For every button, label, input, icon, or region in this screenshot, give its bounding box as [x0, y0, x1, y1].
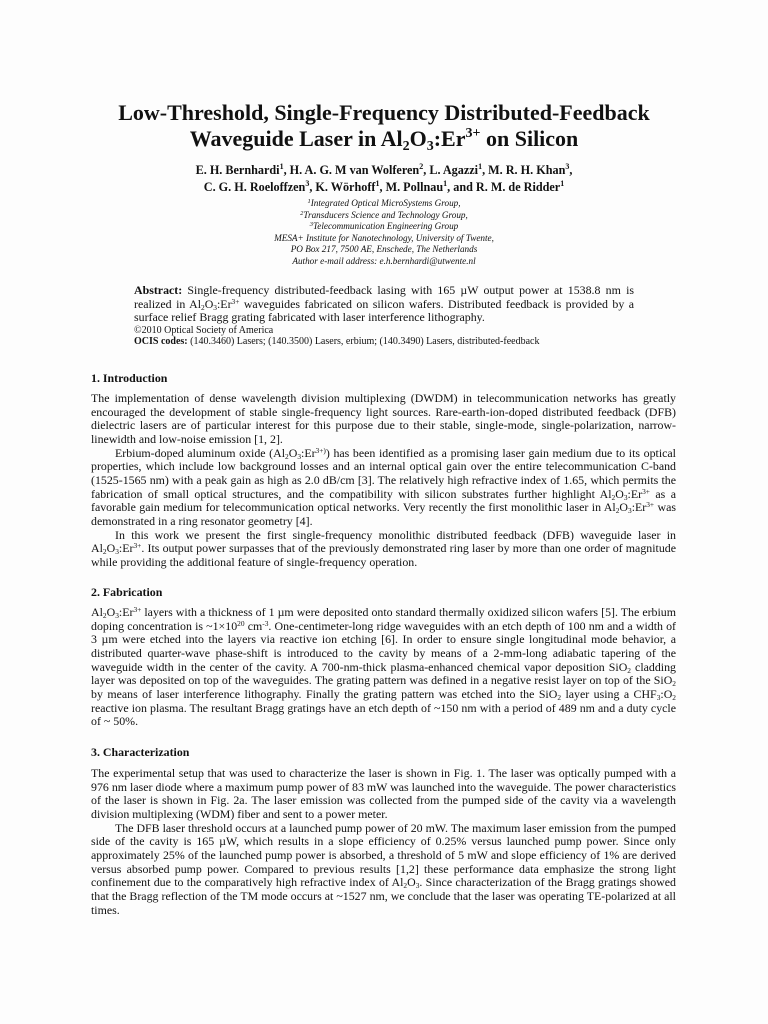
paragraph: The implementation of dense wavelength division multiplexing (DWDM) in telecommunication networks has greatly encouraged the development of stable single-frequency light sources. Rare-earth-ion-doped distributed feedback (DFB) dielectric lasers are of particular interest for this purpose due to their stable, single-mode, single-polarization, narrow-linewidth and low-noise emission [1, 2]. — [91, 391, 676, 446]
author: M. Pollnau — [385, 180, 444, 194]
fabrication-body — [91, 606, 676, 729]
affiliation-group: $^1$Integrated Optical MicroSystems Group, — [307, 198, 461, 208]
paper-title — [40, 100, 728, 152]
author-line-1: E. H. Bernhardi$^1$, H. A. G. M van Wolferen$^2$, L. Agazzi$^1$, M. R. H. Khan$^3$, — [195, 162, 573, 177]
institute: MESA+ Institute for Nanotechnology, University of Twente, — [274, 232, 494, 243]
affiliation-group: $^2$Transducers Science and Technology Group, — [300, 209, 468, 220]
paragraph: $Al_2O_3:Er^{3+}$ layers with a thickness of 1 µm were deposited onto standard thermally oxidized silicon wafers [5]. The erbium doping concentration is $\sim 1\times 10^{20}$ $cm^{-3}$. One-centimeter-long ridge waveguides with an etch depth of 100 nm and a width of 3 µm were etched into the layers via reactive ion etching [6]. In order to ensure single longitudinal mode behavior, a distributed quarter-wave phase-shift is introduced to the cavity by means of a 2-mm-long adiabatic tapering of the waveguide width in the center of the cavity. A 700-nm-thick plasma-enhanced chemical vapor deposition SiO$_2$ cladding layer was deposited on top of the waveguides. The grating pattern was defined in a negative resist layer on top of the SiO$_2$ by means of laser interference lithography. Finally the grating pattern was etched into the SiO$_2$ layer using a $CHF_3:O_2$ reactive ion plasma. The resultant Bragg gratings have an etch depth of ~150 nm with a period of 489 nm and a duty cycle of ~ 50%. — [91, 605, 677, 729]
introduction-body — [91, 392, 676, 570]
title-line-1: Low-Threshold, Single-Frequency Distributed-Feedback — [118, 100, 650, 125]
address: PO Box 217, 7500 AE, Enschede, The Netherlands — [290, 244, 478, 255]
title-line-2: Waveguide Laser in $Al_2O_3:Er^{3+}$ on Silicon — [189, 126, 579, 154]
author-list — [60, 162, 708, 196]
ocis-codes: OCIS codes: (140.3460) Lasers; (140.3500) Lasers, erbium; (140.3490) Lasers, distributed-feedback — [134, 336, 540, 348]
section-heading-fabrication: 2. Fabrication — [91, 585, 163, 599]
author: H. A. G. M van Wolferen — [289, 163, 420, 177]
paragraph: Erbium-doped aluminum oxide $(Al_2O_3:Er^{3+)})$ has been identified as a promising laser gain medium due to its optical properties, which include low background losses and an internal optical gain over the entire telecommunication C-band (1525-1565 nm) with a peak gain as high as 2.0 dB/cm [3]. The relatively high refractive index of 1.65, which permits the fabrication of small optical structures, and the compatibility with silicon substrates further highlight $Al_2O_3:Er^{3+}$ as a favorable gain medium for telecommunication optical networks. Very recently the first monolithic laser in $Al_2O_3:Er^{3+}$ was demonstrated in a ring resonator geometry [4]. — [91, 445, 676, 528]
paragraph: The DFB laser threshold occurs at a launched pump power of 20 mW. The maximum laser emission from the pumped side of the cavity is 165 µW, which results in a slope efficiency of 0.25% versus launched pump power. Since only approximately 25% of the launched pump power is absorbed, a threshold of 5 mW and slope efficiency of 1% are derived versus absorbed pump power. Compared to previous results [1,2] these performance data emphasize the strong light confinement due to the comparatively high refractive index of $Al_2O_3$. Since characterization of the Bragg gratings showed that the Bragg reflection of the TM mode occurs at ~1527 nm, we conclude that the laser was operating TE-polarized at all times. — [91, 820, 676, 917]
author: C. G. H. Roeloffzen — [203, 180, 306, 194]
author: M. R. H. Khan — [488, 163, 566, 177]
affiliations — [100, 198, 668, 268]
abstract — [134, 284, 634, 348]
abstract-text: Abstract: Single-frequency distributed-feedback lasing with 165 µW output power at 1538.8 nm is realized in $Al_2O_3:Er^{3+}$ waveguides fabricated on silicon wafers. Distributed feedback is provided by a surface relief Bragg grating fabricated with laser interference lithography. — [134, 283, 634, 325]
author-line-2: C. G. H. Roeloffzen$^3$, K. Wörhoff$^1$, M. Pollnau$^1$, and R. M. de Ridder$^1$ — [203, 179, 565, 194]
author: L. Agazzi — [429, 163, 479, 177]
abstract-label: Abstract: — [134, 283, 183, 297]
characterization-body — [91, 767, 676, 917]
section-heading-introduction: 1. Introduction — [91, 371, 168, 385]
author: R. M. de Ridder — [475, 180, 561, 194]
author-email: Author e-mail address: e.h.bernhardi@utwente.nl — [292, 255, 476, 266]
author: E. H. Bernhardi — [195, 163, 280, 177]
author: K. Wörhoff — [315, 180, 376, 194]
affiliation-group: $^3$Telecommunication Engineering Group — [309, 221, 459, 232]
paragraph: The experimental setup that was used to characterize the laser is shown in Fig. 1. The laser was optically pumped with a 976 nm laser diode where a maximum pump power of 83 mW was launched into the waveguide. The power characteristics of the laser is shown in Fig. 2a. The laser emission was collected from the pumped side of the cavity via a wavelength division multiplexing (WDM) fiber and sent to a power meter. — [91, 766, 676, 821]
section-heading-characterization: 3. Characterization — [91, 745, 190, 759]
copyright: ©2010 Optical Society of America — [134, 324, 274, 336]
paragraph: In this work we present the first single-frequency monolithic distributed feedback (DFB) waveguide laser in $Al_2O_3:Er^{3+}$. Its output power surpasses that of the previously demonstrated ring laser by more than one order of magnitude while providing the additional feature of single-frequency operation. — [91, 527, 676, 569]
